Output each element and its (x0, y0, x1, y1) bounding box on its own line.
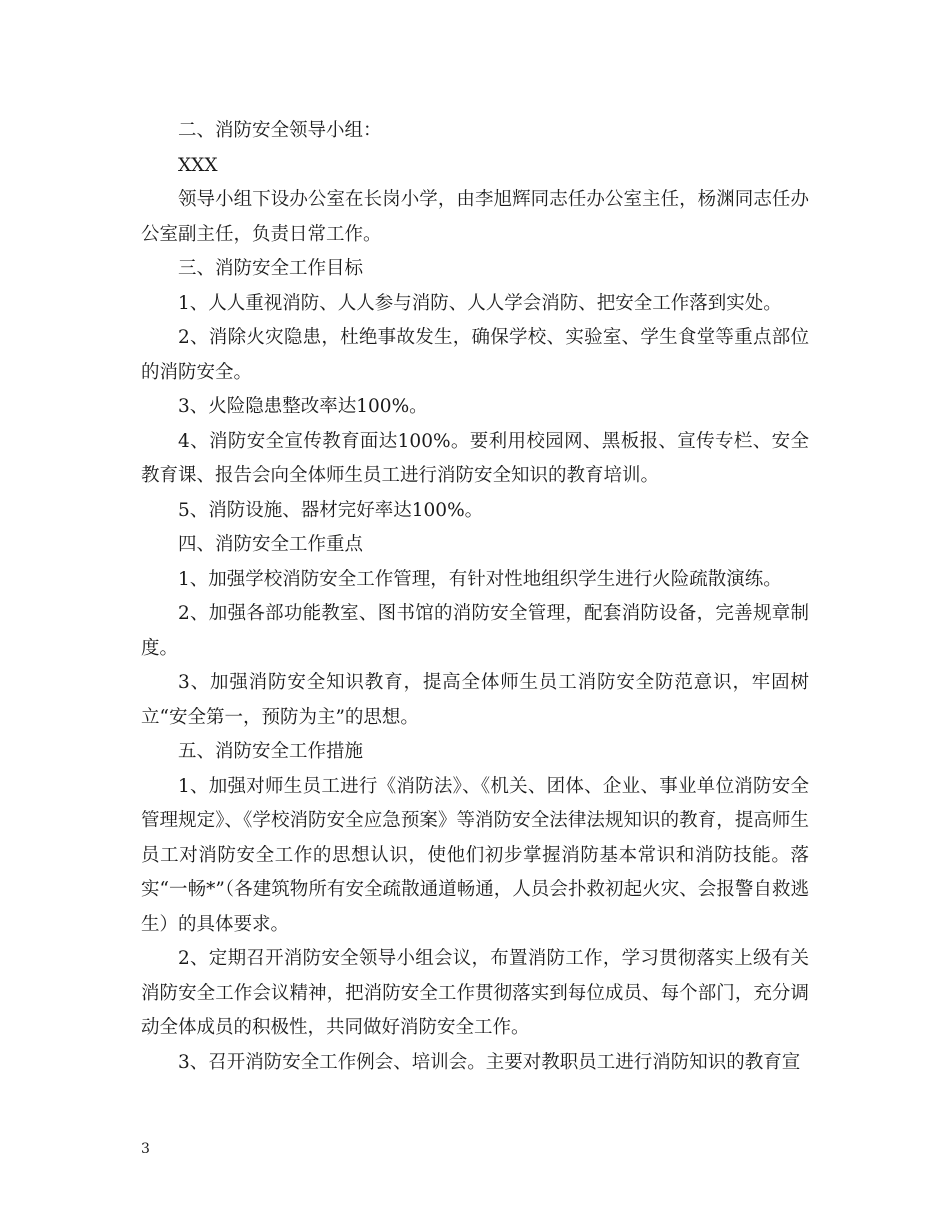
section-heading-work-focus: 四、消防安全工作重点 (178, 534, 364, 555)
focus-item-2: 2、加强各部功能教室、图书馆的消防安全管理，配套消防设备，完善规章制度。 (141, 603, 809, 659)
goal-item-1: 1、人人重视消防、人人参与消防、人人学会消防、把安全工作落到实处。 (178, 292, 782, 314)
goal-item-2: 2、消除火灾隐患，杜绝事故发生，确保学校、实验室、学生食堂等重点部位的消防安全。 (141, 327, 809, 383)
office-arrangement-paragraph: 领导小组下设办公室在长岗小学，由李旭辉同志任办公室主任，杨渊同志任办公室副主任，负责日常工作。 (141, 189, 809, 245)
leadership-member-placeholder: XXX (178, 154, 218, 176)
page-number: 3 (141, 1141, 150, 1157)
section-heading-work-measures: 五、消防安全工作措施 (178, 741, 364, 762)
goal-item-5: 5、消防设施、器材完好率达100%。 (178, 499, 484, 521)
measure-item-3: 3、召开消防安全工作例会、培训会。主要对教职员工进行消防知识的教育宣 (178, 1051, 801, 1073)
measure-item-1: 1、加强对师生员工进行《消防法》、《机关、团体、企业、事业单位消防安全管理规定》、《学校消防安全应急预案》等消防安全法律法规知识的教育，提高师生员工对消防安全工作的思想认识，使他们初步掌握消防基本常识和消防技能。落实“一畅*”（各建筑物所有安全疏散通道畅通，人员会扑救初起火灾、会报警自救逃生）的具体要求。 (141, 775, 809, 935)
goal-item-4: 4、消防安全宣传教育面达100%。要利用校园网、黑板报、宣传专栏、安全教育课、报告会向全体师生员工进行消防安全知识的教育培训。 (141, 430, 809, 486)
document-body (141, 114, 809, 1080)
goal-item-3: 3、火险隐患整改率达100%。 (178, 396, 428, 417)
measure-item-2: 2、定期召开消防安全领导小组会议，布置消防工作，学习贯彻落实上级有关消防安全工作会议精神，把消防安全工作贯彻落实到每位成员、每个部门，充分调动全体成员的积极性，共同做好消防安全工作。 (141, 948, 809, 1038)
section-heading-leadership-group: 二、消防安全领导小组： (178, 120, 382, 141)
focus-item-3: 3、加强消防安全知识教育，提高全体师生员工消防安全防范意识，牢固树立“安全第一，预防为主”的思想。 (141, 672, 809, 728)
focus-item-1: 1、加强学校消防安全工作管理，有针对性地组织学生进行火险疏散演练。 (178, 568, 782, 590)
section-heading-work-goals: 三、消防安全工作目标 (178, 258, 364, 279)
